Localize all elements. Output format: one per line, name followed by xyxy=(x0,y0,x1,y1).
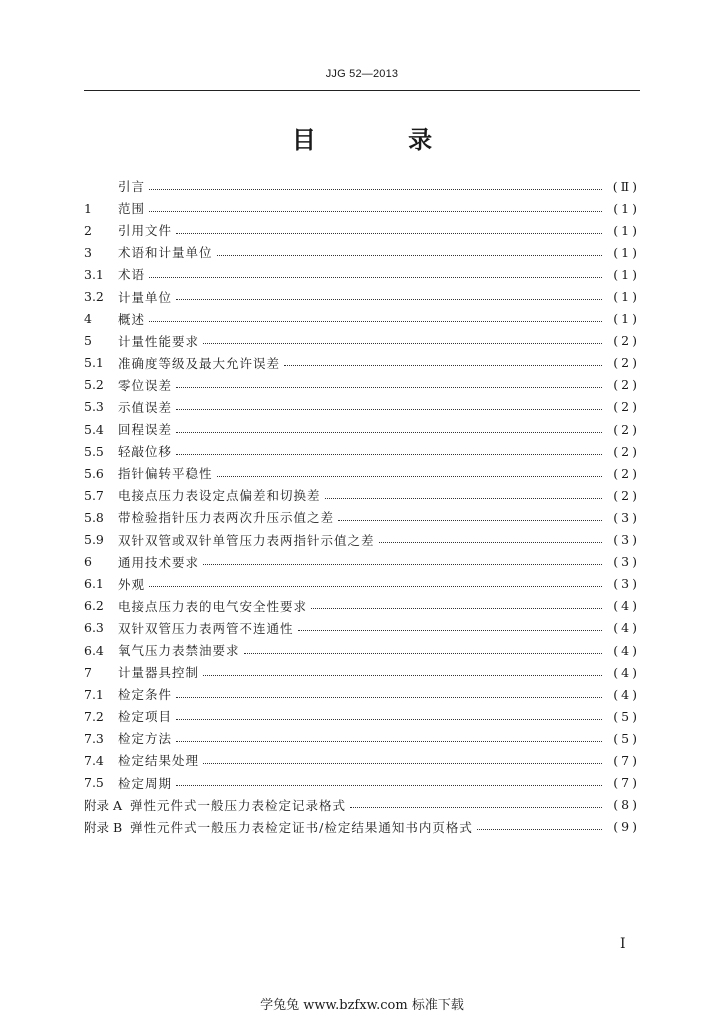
toc-entry-title: 示值误差 xyxy=(118,399,173,415)
toc-dot-leader xyxy=(217,476,602,477)
toc-entry[interactable] xyxy=(84,639,640,661)
toc-dot-leader xyxy=(284,365,602,366)
toc-entry-page-value: 3 xyxy=(621,532,633,548)
toc-dot-leader xyxy=(149,321,602,322)
toc-entry-title: 零位误差 xyxy=(118,377,173,393)
toc-entry[interactable] xyxy=(84,551,640,573)
toc-entry-title: 计量性能要求 xyxy=(118,333,200,349)
toc-entry-page: (1) xyxy=(613,244,640,260)
toc-entry-page: (4) xyxy=(613,598,640,614)
toc-entry-page: (2) xyxy=(613,355,640,371)
toc-entry-number: 6 xyxy=(84,554,92,570)
table-of-contents xyxy=(84,175,640,838)
toc-dot-leader xyxy=(338,520,602,521)
toc-dot-leader xyxy=(379,542,602,543)
toc-entry-title: 电接点压力表的电气安全性要求 xyxy=(118,598,308,614)
toc-entry-page-value: 2 xyxy=(621,465,633,481)
toc-dot-leader xyxy=(149,277,602,278)
toc-entry-page-value: 1 xyxy=(621,200,633,216)
toc-dot-leader xyxy=(217,255,602,256)
toc-entry-number: 5.3 xyxy=(84,399,104,415)
toc-dot-leader xyxy=(203,564,602,565)
toc-entry-title: 带检验指针压力表两次升压示值之差 xyxy=(118,510,335,526)
toc-entry-title: 氧气压力表禁油要求 xyxy=(118,643,240,659)
toc-entry-page-value: Ⅱ xyxy=(620,178,633,194)
toc-entry[interactable] xyxy=(84,440,640,462)
toc-dot-leader xyxy=(176,454,602,455)
toc-dot-leader xyxy=(244,653,602,654)
toc-entry[interactable] xyxy=(84,705,640,727)
toc-entry-page: (5) xyxy=(613,730,640,746)
toc-entry-number: 5.8 xyxy=(84,509,104,525)
page-number: I xyxy=(620,936,626,952)
toc-entry[interactable] xyxy=(84,749,640,771)
toc-entry-title: 概述 xyxy=(118,311,146,327)
toc-dot-leader xyxy=(325,498,602,499)
header-rule xyxy=(84,90,640,91)
toc-dot-leader xyxy=(203,343,602,344)
toc-entry[interactable] xyxy=(84,308,640,330)
toc-entry-page: (3) xyxy=(613,532,640,548)
toc-entry-page-value: 2 xyxy=(621,377,633,393)
toc-entry-title: 计量单位 xyxy=(118,289,173,305)
toc-entry-title: 术语 xyxy=(118,267,146,283)
toc-entry-page: (1) xyxy=(613,222,640,238)
toc-entry[interactable] xyxy=(84,772,640,794)
toc-entry[interactable] xyxy=(84,263,640,285)
toc-entry[interactable] xyxy=(84,418,640,440)
toc-entry-title: 检定周期 xyxy=(118,775,173,791)
toc-entry-title: 回程误差 xyxy=(118,422,173,438)
toc-entry-page-value: 1 xyxy=(621,289,633,305)
toc-entry-title: 引用文件 xyxy=(118,223,173,239)
toc-entry-page: (4) xyxy=(613,620,640,636)
toc-entry[interactable] xyxy=(84,529,640,551)
toc-entry-number: 5.7 xyxy=(84,487,104,503)
toc-entry-page-value: 2 xyxy=(621,399,633,415)
toc-entry[interactable] xyxy=(84,197,640,219)
toc-entry-number: 5.5 xyxy=(84,443,104,459)
toc-dot-leader xyxy=(149,586,602,587)
toc-entry-page: (1) xyxy=(613,200,640,216)
toc-dot-leader xyxy=(176,785,602,786)
toc-entry-title: 准确度等级及最大允许误差 xyxy=(118,355,281,371)
toc-entry-page: (3) xyxy=(613,576,640,592)
toc-entry-number: 3 xyxy=(84,244,92,260)
toc-entry[interactable] xyxy=(84,175,640,197)
toc-entry-page: (4) xyxy=(613,664,640,680)
toc-entry-page: (2) xyxy=(613,377,640,393)
toc-entry-page-value: 8 xyxy=(621,797,633,813)
toc-entry-page-value: 4 xyxy=(621,620,633,636)
toc-entry-number: 附录 B xyxy=(84,819,123,835)
toc-entry-page: (4) xyxy=(613,642,640,658)
toc-entry-title: 弹性元件式一般压力表检定证书/检定结果通知书内页格式 xyxy=(130,819,473,835)
toc-dot-leader xyxy=(176,719,602,720)
toc-entry-page: (2) xyxy=(613,443,640,459)
toc-entry-number: 7.2 xyxy=(84,708,104,724)
toc-entry-page-value: 3 xyxy=(621,554,633,570)
toc-entry-title: 双针双管或双针单管压力表两指针示值之差 xyxy=(118,532,375,548)
toc-dot-leader xyxy=(298,630,602,631)
toc-dot-leader xyxy=(176,741,602,742)
toc-entry-number: 7.4 xyxy=(84,752,104,768)
toc-entry[interactable] xyxy=(84,506,640,528)
toc-entry-page-value: 1 xyxy=(621,244,633,260)
toc-entry-page-value: 2 xyxy=(621,355,633,371)
toc-entry-title: 计量器具控制 xyxy=(118,665,200,681)
toc-entry-page-value: 1 xyxy=(621,222,633,238)
toc-entry-number: 5.4 xyxy=(84,421,104,437)
toc-entry[interactable] xyxy=(84,396,640,418)
toc-entry[interactable] xyxy=(84,484,640,506)
toc-entry-number: 附录 A xyxy=(84,797,123,813)
toc-entry-page-value: 3 xyxy=(621,576,633,592)
toc-entry-page: (2) xyxy=(613,399,640,415)
toc-entry[interactable] xyxy=(84,573,640,595)
toc-entry-page: (1) xyxy=(613,289,640,305)
toc-entry-title: 弹性元件式一般压力表检定记录格式 xyxy=(130,797,347,813)
toc-entry-page: (7) xyxy=(613,752,640,768)
toc-entry-page: (5) xyxy=(613,708,640,724)
toc-entry[interactable] xyxy=(84,661,640,683)
toc-entry-number: 5.1 xyxy=(84,355,104,371)
toc-entry-page: (1) xyxy=(613,311,640,327)
toc-entry-number: 6.4 xyxy=(84,642,104,658)
toc-entry[interactable] xyxy=(84,241,640,263)
toc-dot-leader xyxy=(176,299,602,300)
toc-entry[interactable] xyxy=(84,352,640,374)
toc-entry[interactable] xyxy=(84,285,640,307)
toc-entry-page-value: 4 xyxy=(621,642,633,658)
toc-entry-page: (8) xyxy=(613,797,640,813)
toc-dot-leader xyxy=(311,608,602,609)
toc-dot-leader xyxy=(203,763,602,764)
toc-entry[interactable] xyxy=(84,816,640,838)
toc-entry[interactable] xyxy=(84,374,640,396)
toc-entry-page: (Ⅱ) xyxy=(612,178,640,194)
page-title: 目 录 xyxy=(291,126,475,154)
footer-watermark: 学兔兔 www.bzfxw.com 标准下载 xyxy=(260,998,464,1013)
toc-entry-number: 1 xyxy=(84,200,92,216)
toc-entry-title: 双针双管压力表两管不连通性 xyxy=(118,620,294,636)
toc-dot-leader xyxy=(176,233,602,234)
toc-entry-page-value: 2 xyxy=(621,487,633,503)
toc-entry[interactable] xyxy=(84,595,640,617)
toc-entry-number: 2 xyxy=(84,222,92,238)
toc-entry[interactable] xyxy=(84,794,640,816)
toc-entry-page: (4) xyxy=(613,686,640,702)
toc-entry-page: (2) xyxy=(613,333,640,349)
toc-entry-title: 检定条件 xyxy=(118,687,173,703)
toc-entry[interactable] xyxy=(84,727,640,749)
toc-dot-leader xyxy=(176,409,602,410)
toc-entry-title: 引言 xyxy=(118,179,146,195)
toc-entry-title: 轻敲位移 xyxy=(118,444,173,460)
toc-entry-title: 检定方法 xyxy=(118,731,173,747)
toc-entry-title: 范围 xyxy=(118,201,146,217)
toc-entry-page-value: 1 xyxy=(621,266,633,282)
toc-dot-leader xyxy=(149,211,602,212)
toc-entry-page: (7) xyxy=(613,775,640,791)
toc-entry-page-value: 9 xyxy=(621,819,633,835)
toc-entry-page: (9) xyxy=(613,819,640,835)
toc-entry-page: (3) xyxy=(613,509,640,525)
toc-entry-page-value: 2 xyxy=(621,443,633,459)
toc-dot-leader xyxy=(176,697,602,698)
toc-entry-title: 通用技术要求 xyxy=(118,554,200,570)
toc-entry-page-value: 4 xyxy=(621,686,633,702)
toc-dot-leader xyxy=(176,432,602,433)
toc-entry-number: 5.2 xyxy=(84,377,104,393)
toc-entry-number: 3.2 xyxy=(84,289,104,305)
toc-entry[interactable] xyxy=(84,219,640,241)
toc-entry-title: 外观 xyxy=(118,576,146,592)
toc-entry-page-value: 5 xyxy=(621,730,633,746)
toc-entry-number: 4 xyxy=(84,311,92,327)
toc-entry-page-value: 5 xyxy=(621,708,633,724)
toc-entry-page: (2) xyxy=(613,487,640,503)
toc-dot-leader xyxy=(176,387,602,388)
toc-entry-page: (2) xyxy=(613,465,640,481)
toc-entry-number: 7 xyxy=(84,664,92,680)
toc-dot-leader xyxy=(477,829,602,830)
toc-entry-number: 7.1 xyxy=(84,686,104,702)
toc-entry-number: 6.2 xyxy=(84,598,104,614)
toc-dot-leader xyxy=(149,189,602,190)
toc-entry-number: 3.1 xyxy=(84,266,104,282)
toc-entry-title: 检定项目 xyxy=(118,709,173,725)
toc-entry[interactable] xyxy=(84,683,640,705)
toc-entry-page-value: 2 xyxy=(621,333,633,349)
toc-entry-title: 电接点压力表设定点偏差和切换差 xyxy=(118,488,321,504)
toc-entry[interactable] xyxy=(84,330,640,352)
toc-entry-page-value: 1 xyxy=(621,311,633,327)
toc-entry-page-value: 7 xyxy=(621,775,633,791)
toc-entry-number: 5.6 xyxy=(84,465,104,481)
toc-dot-leader xyxy=(350,807,602,808)
toc-entry[interactable] xyxy=(84,617,640,639)
toc-entry-page-value: 3 xyxy=(621,509,633,525)
toc-entry-number: 7.3 xyxy=(84,730,104,746)
toc-entry-page: (3) xyxy=(613,554,640,570)
toc-entry-number: 5.9 xyxy=(84,532,104,548)
toc-entry-page-value: 4 xyxy=(621,664,633,680)
toc-entry-title: 检定结果处理 xyxy=(118,753,200,769)
toc-dot-leader xyxy=(203,675,602,676)
toc-entry-title: 指针偏转平稳性 xyxy=(118,466,213,482)
toc-entry-title: 术语和计量单位 xyxy=(118,245,213,261)
toc-entry-page-value: 4 xyxy=(621,598,633,614)
toc-entry-number: 6.1 xyxy=(84,576,104,592)
toc-entry-page: (2) xyxy=(613,421,640,437)
toc-entry-page: (1) xyxy=(613,266,640,282)
toc-entry-page-value: 2 xyxy=(621,421,633,437)
standard-code-header: JJG 52—2013 xyxy=(325,68,399,80)
toc-entry-number: 5 xyxy=(84,333,92,349)
toc-entry-number: 6.3 xyxy=(84,620,104,636)
toc-entry-number: 7.5 xyxy=(84,775,104,791)
toc-entry[interactable] xyxy=(84,462,640,484)
toc-entry-page-value: 7 xyxy=(621,752,633,768)
